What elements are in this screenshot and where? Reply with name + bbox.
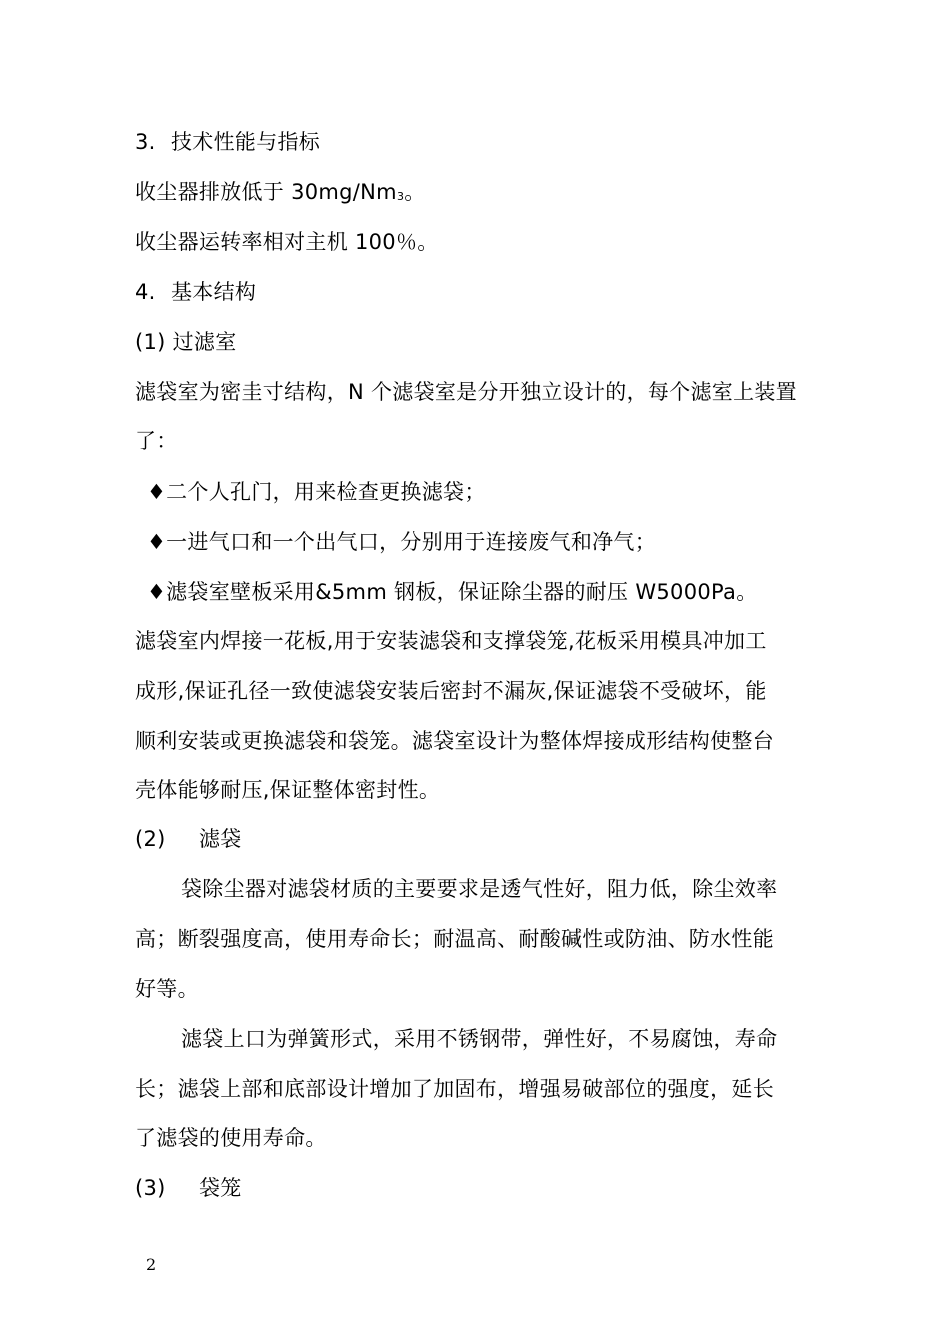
filter-room-intro-line: 了： bbox=[135, 429, 178, 453]
paragraph-line: 高；断裂强度高，使用寿命长；耐温高、耐酸碱性或防油、防水性能 bbox=[135, 927, 774, 951]
bullet-item: ♦滤袋室壁板采用&5mm 钢板，保证除尘器的耐压 W5000Pa。 bbox=[147, 580, 758, 604]
section-title: 基本结构 bbox=[171, 280, 257, 304]
paragraph-line: 滤袋室内焊接一花板,用于安装滤袋和支撑袋笼,花板采用模具冲加工 bbox=[135, 629, 767, 653]
section-3-heading bbox=[135, 127, 320, 157]
paragraph-line: 袋除尘器对滤袋材质的主要要求是透气性好，阻力低，除尘效率 bbox=[181, 877, 778, 901]
emission-subscript: 3 bbox=[396, 190, 405, 203]
paragraph-line: 滤袋上口为弹簧形式，采用不锈钢带，弹性好，不易腐蚀，寿命 bbox=[181, 1027, 778, 1051]
paragraph-line: 好等。 bbox=[135, 977, 199, 1001]
section-number: 4. bbox=[135, 280, 156, 304]
paragraph-line: 成形,保证孔径一致使滤袋安装后密封不漏灰,保证滤袋不受破坏，能 bbox=[135, 679, 767, 703]
bullet-item: ♦一进气口和一个出气口，分别用于连接废气和净气； bbox=[147, 530, 657, 554]
section-title: 技术性能与指标 bbox=[171, 130, 321, 154]
uptime-spec: 收尘器运转率相对主机 100％。 bbox=[135, 230, 439, 254]
paragraph-line: 顺利安装或更换滤袋和袋笼。滤袋室设计为整体焊接成形结构使整台 bbox=[135, 729, 774, 753]
bullet-item: ♦二个人孔门，用来检查更换滤袋； bbox=[147, 480, 486, 504]
paragraph-line: 壳体能够耐压,保证整体密封性。 bbox=[135, 778, 441, 802]
subsection-number: (3) bbox=[135, 1176, 166, 1200]
emission-text: 收尘器排放低于 30mg/Nm bbox=[135, 180, 397, 204]
paragraph-line: 长；滤袋上部和底部设计增加了加固布，增强易破部位的强度，延长 bbox=[135, 1077, 774, 1101]
emission-spec bbox=[135, 177, 426, 212]
filter-room-heading: (1) 过滤室 bbox=[135, 330, 237, 354]
page-number: 2 bbox=[146, 1255, 157, 1274]
filter-room-intro-line: 滤袋室为密圭寸结构，N 个滤袋室是分开独立设计的，每个滤室上装置 bbox=[135, 380, 797, 404]
subsection-number: (2) bbox=[135, 827, 166, 851]
emission-end: 。 bbox=[404, 180, 426, 204]
paragraph-line: 了滤袋的使用寿命。 bbox=[135, 1126, 327, 1150]
subsection-title: 滤袋 bbox=[199, 827, 242, 851]
section-number: 3. bbox=[135, 130, 156, 154]
section-4-heading bbox=[135, 277, 256, 307]
subsection-title: 袋笼 bbox=[199, 1176, 242, 1200]
filter-bag-heading bbox=[135, 824, 242, 854]
bag-cage-heading bbox=[135, 1173, 242, 1203]
